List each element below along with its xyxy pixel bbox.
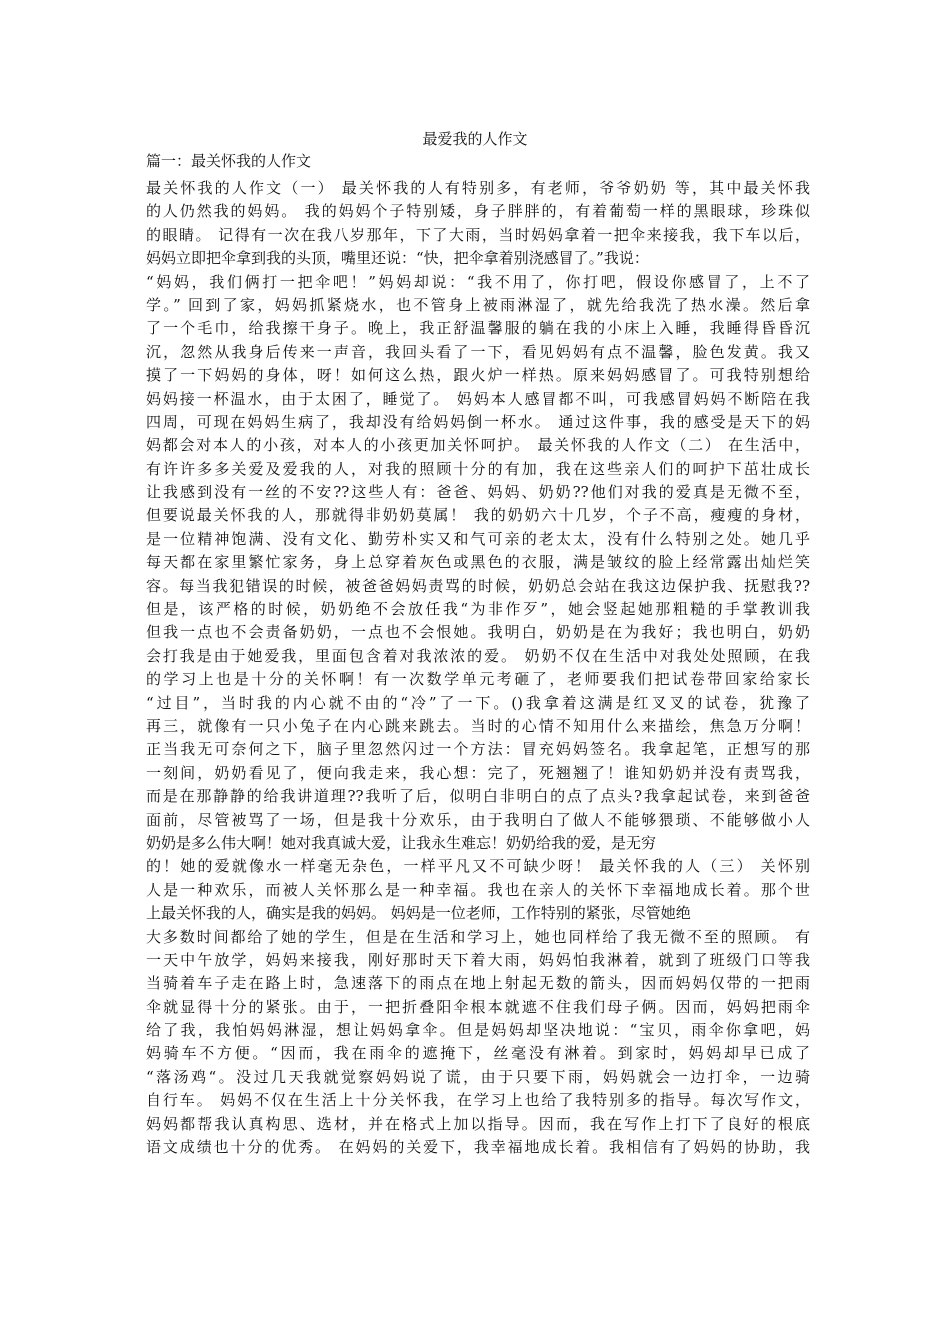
body-line: 的人仍然我的妈妈。 我的妈妈个子特别矮，身子胖胖的，有着葡萄一样的黑眼球，珍珠似 xyxy=(146,202,810,221)
body-line: 妈妈都帮我认真构思、选材，并在格式上加以指导。因而，我在写作上打下了良好的根底 xyxy=(146,1114,810,1133)
essay-body xyxy=(146,177,810,1159)
body-line: 伞就显得十分的紧张。由于，一把折叠阳伞根本就遮不住我们母子俩。因而，妈妈把雨伞 xyxy=(146,997,810,1016)
body-line: 妈都会对本人的小孩，对本人的小孩更加关怀呵护。 最关怀我的人作文（二） 在生活中， xyxy=(146,436,810,455)
body-line: 给了我，我怕妈妈淋湿，想让妈妈拿伞。但是妈妈却坚决地说：“宝贝，雨伞你拿吧，妈 xyxy=(146,1021,810,1040)
body-line: 摸了一下妈妈的身体，呀！如何这么热，跟火炉一样热。原来妈妈感冒了。可我特别想给 xyxy=(146,366,810,385)
body-line: “落汤鸡“。没过几天我就觉察妈妈说了谎，由于只要下雨，妈妈就会一边打伞，一边骑 xyxy=(146,1067,810,1086)
body-line: 妈骑车不方便。“因而，我在雨伞的遮掩下，丝毫没有淋着。到家时，妈妈却早已成了 xyxy=(146,1044,810,1063)
body-line: 妈妈立即把伞拿到我的头顶，嘴里还说：“快，把伞拿着别浇感冒了。”我说： xyxy=(146,249,649,268)
body-line: “过目”，当时我的内心就不由的“冷”了一下。()我拿着这满是红叉叉的试卷，犹豫了 xyxy=(146,693,810,712)
body-line: 一刻间，奶奶看见了，便向我走来，我心想：完了，死翘翘了！谁知奶奶并没有责骂我， xyxy=(146,763,810,782)
body-line: 自行车。 妈妈不仅在生活上十分关怀我，在学习上也给了我特别多的指导。每次写作文， xyxy=(146,1091,810,1110)
body-line: 奶奶是多么伟大啊！她对我真诚大爱，让我永生难忘！奶奶给我的爱，是无穷 xyxy=(146,833,657,852)
body-line: 四周，可现在妈妈生病了，我却没有给妈妈倒一杯水。 通过这件事，我的感受是天下的妈 xyxy=(146,412,810,431)
body-line: 正当我无可奈何之下，脑子里忽然闪过一个方法：冒充妈妈签名。我拿起笔，正想写的那 xyxy=(146,740,810,759)
body-line: 容。每当我犯错误的时候，被爸爸妈妈责骂的时候，奶奶总会站在我这边保护我、抚慰我?? xyxy=(146,576,810,595)
body-line: 是一位精神饱满、没有文化、勤劳朴实又和气可亲的老太太，没有什么特别之处。她几乎 xyxy=(146,529,810,548)
body-line: 但我一点也不会责备奶奶，一点也不会恨她。我明白，奶奶是在为我好；我也明白，奶奶 xyxy=(146,623,810,642)
body-line: 的学习上也是十分的关怀啊！有一次数学单元考砸了，老师要我们把试卷带回家给家长 xyxy=(146,670,810,689)
body-line: 最关怀我的人作文（一） 最关怀我的人有特别多，有老师，爷爷奶奶 等，其中最关怀我 xyxy=(146,179,810,197)
body-line: 让我感到没有一丝的不安??这些人有：爸爸、妈妈、奶奶??他们对我的爱真是无微不至， xyxy=(146,483,810,502)
body-line: 但要说最关怀我的人，那就得非奶奶莫属！ 我的奶奶六十几岁，个子不高，瘦瘦的身材， xyxy=(146,506,810,525)
body-line: 人是一种欢乐，而被人关怀那么是一种幸福。我也在亲人的关怀下幸福地成长着。那个世 xyxy=(146,880,810,899)
body-line: 而是在那静静的给我讲道理??我听了后，似明白非明白的点了点头?我拿起试卷，来到爸爸 xyxy=(146,787,810,806)
body-line: 的！她的爱就像水一样毫无杂色，一样平凡又不可缺少呀！ 最关怀我的人（三） 关怀别 xyxy=(146,857,810,876)
body-line: 当骑着车子走在路上时，急速落下的雨点在地上射起无数的箭头，因而妈妈仅带的一把雨 xyxy=(146,974,810,993)
body-line: 沉，忽然从我身后传来一声音，我回头看了一下，看见妈妈有点不温馨，脸色发黄。我又 xyxy=(146,342,810,361)
body-line: 妈妈接一杯温水，由于太困了，睡觉了。 妈妈本人感冒都不叫，可我感冒妈妈不断陪在我 xyxy=(146,389,810,408)
body-line: 的眼睛。 记得有一次在我八岁那年，下了大雨，当时妈妈拿着一把伞来接我，我下车以后， xyxy=(146,225,810,244)
body-line: 一天中午放学，妈妈来接我，刚好那时天下着大雨，妈妈怕我淋着，就到了班级门口等我 xyxy=(146,950,810,969)
body-line: 语文成绩也十分的优秀。 在妈妈的关爱下，我幸福地成长着。我相信有了妈妈的协助，我 xyxy=(146,1138,810,1157)
body-line: 学。” 回到了家，妈妈抓紧烧水，也不管身上被雨淋湿了，就先给我洗了热水澡。然后拿 xyxy=(146,295,810,314)
section-heading: 篇一：最关怀我的人作文 xyxy=(146,152,312,170)
body-line: 面前，尽管被骂了一场，但是我十分欢乐，由于我明白了做人不能够猥琐、不能够做小人 xyxy=(146,810,810,829)
body-line: 有许许多多关爱及爱我的人，对我的照顾十分的有加，我在这些亲人们的呵护下茁壮成长 xyxy=(146,459,810,478)
body-line: 了一个毛巾，给我擦干身子。晚上，我正舒温馨服的躺在我的小床上入睡，我睡得昏昏沉 xyxy=(146,319,810,338)
body-line: 上最关怀我的人，确实是我的妈妈。 妈妈是一位老师，工作特别的紧张，尽管她绝 xyxy=(146,904,691,923)
body-line: 会打我是由于她爱我，里面包含着对我浓浓的爱。 奶奶不仅在生活中对我处处照顾，在我 xyxy=(146,646,810,665)
body-line: “妈妈，我们俩打一把伞吧！”妈妈却说：“我不用了，你打吧，假设你感冒了，上不了 xyxy=(146,272,810,291)
body-line: 大多数时间都给了她的学生，但是在生活和学习上，她也同样给了我无微不至的照顾。 有 xyxy=(146,927,810,946)
body-line: 再三，就像有一只小兔子在内心跳来跳去。当时的心情不知用什么来描绘，焦急万分啊！ xyxy=(146,716,810,735)
body-line: 每天都在家里繁忙家务，身上总穿着灰色或黑色的衣服，满是皱纹的脸上经常露出灿烂笑 xyxy=(146,553,810,572)
body-line: 但是，该严格的时候，奶奶绝不会放任我“为非作歹”，她会竖起她那粗糙的手掌教训我 xyxy=(146,600,810,619)
document-title: 最爱我的人作文 xyxy=(422,130,528,148)
